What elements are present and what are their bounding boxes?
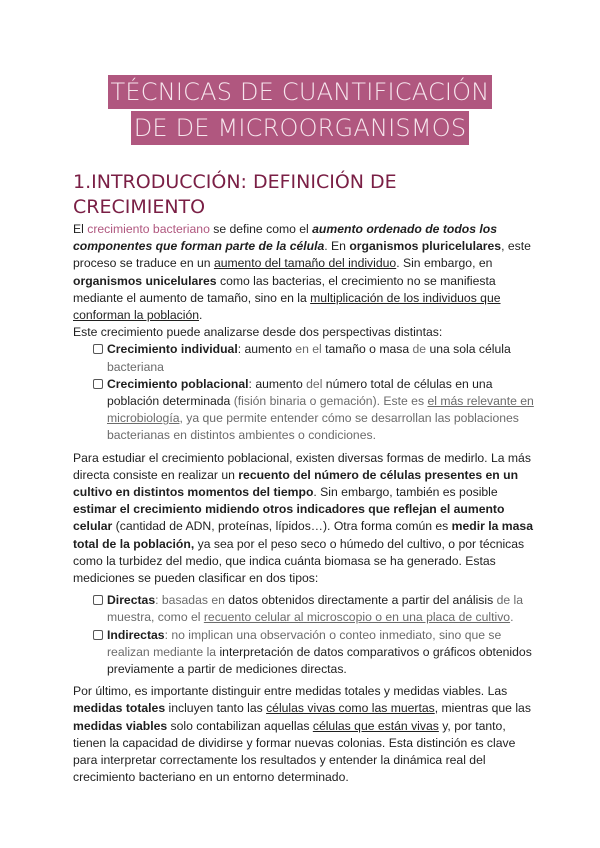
text: , este proceso se traduce en un [73,239,531,271]
bold-term: organismos pluricelulares [349,239,502,254]
underlined-text: aumento del tamaño del individuo [213,256,397,271]
text: bacteriana [107,359,164,374]
bold-term: Crecimiento poblacional [107,376,249,391]
list-item [73,592,535,626]
list-item [73,627,535,679]
text: solo contabilizan aquellas [167,718,313,733]
text: Por último, es importante distinguir entre medidas totales y medidas viables. Las [73,684,508,699]
text: . Sin embargo, también es posible [313,485,498,500]
text: del [306,376,323,391]
bold-term: medidas viables [73,718,168,733]
bold-term: organismos unicelulares [73,273,217,288]
bold-term: estimar el crecimiento midiendo otros indicadores que reflejan el aumento celular [73,502,505,534]
text: : no implican una observación o conteo inmediato, sino que se realizan mediante la [107,627,502,659]
checkbox-icon [93,344,103,354]
bold-term: Indirectas [107,627,165,642]
bold-term: Crecimiento individual [107,342,238,357]
checkbox-icon [93,379,103,389]
text: de la muestra, como el [107,593,524,625]
underlined-text: células que están vivas [312,718,439,733]
text: número total de células en una población determinada [107,376,493,409]
text: y, por tanto, tienen la capacidad de dividirse y formar nuevas colonias. Esta distinción es clave para interpretar correctamente los resultados y entender la dinámica real del crecimiento bacteriano en un entorno determinado. [73,718,516,785]
text: : aumento [248,376,307,391]
document-body [73,221,535,787]
text: una sola célula [426,342,511,357]
underlined-text: células vivas como las muertas [266,701,435,716]
text: El [73,222,88,236]
underlined-text: el más relevante en microbiología [107,394,534,426]
text: (cantidad de ADN, proteínas, lípidos…). Otra forma común es [112,519,452,534]
title-line-2: DE DE MICROORGANISMOS [131,111,470,145]
text: : basadas en [155,593,229,608]
text: . Sin embargo, en [396,256,493,271]
text: . En [324,239,350,254]
text: en el [295,342,322,357]
text: Para estudiar el crecimiento poblacional, existen diversas formas de medirlo. La más directa consiste en realizar un [73,450,531,482]
paragraph-measurement [73,450,535,588]
bold-term: medir la masa total de la población, [73,519,533,551]
text: , ya que permite entender cómo se desarrollan las poblaciones bacterianas en distintos ambientes o condiciones. [107,411,519,443]
section-heading: 1.INTRODUCCIÓN: DEFINICIÓN DE CRECIMIENTO [73,171,397,218]
underlined-text: multiplicación de los individuos que conforman la población [73,290,501,323]
list-item [73,341,535,375]
text: tamaño o masa [321,342,413,357]
text: ya sea por el peso seco o húmedo del cultivo, o por técnicas como la turbidez del medio, que indica cuánta biomasa se ha generado. Estas mediciones se pueden clasificar en dos tipos: [73,536,525,586]
document-title [0,75,600,145]
text: , mientras que las [434,701,531,716]
text: datos obtenidos directamente a partir del análisis [228,593,494,608]
text: . [510,610,514,625]
measurement-types-list [73,592,535,678]
paragraph-definition [73,221,535,324]
paragraph-total-viable [73,683,535,786]
list-item [73,376,535,445]
text: interpretación de datos comparativos o gráficos obtenidos previamente a partir de mediciones directas. [107,644,532,677]
bold-term: medidas totales [73,701,166,716]
perspectives-list [73,341,535,444]
text: (fisión binaria o gemación). Este es [233,394,428,409]
paragraph-perspectives: Este crecimiento puede analizarse desde dos perspectivas distintas: [73,325,443,340]
underlined-text: recuento celular al microscopio o en una placa de cultivo [203,610,511,625]
text: incluyen tanto las [165,701,267,716]
title-line-1: TÉCNICAS DE CUANTIFICACIÓN [108,75,493,109]
bold-term: recuento del número de células presentes en un cultivo en distintos momentos del tiempo [73,467,519,500]
text: como las bacterias, el crecimiento no se manifiesta mediante el aumento de tamaño, sino en la [73,273,496,305]
bold-term: Directas [107,593,156,608]
emphasis-definition: aumento ordenado de todos los componentes que forman parte de la célula [73,222,498,254]
text: de [412,342,427,357]
checkbox-icon [93,595,103,605]
checkbox-icon [93,630,103,640]
text: : aumento [237,342,296,357]
text: . [199,308,203,323]
highlight-term: crecimiento bacteriano [87,222,210,236]
text: se define como el [209,222,313,236]
